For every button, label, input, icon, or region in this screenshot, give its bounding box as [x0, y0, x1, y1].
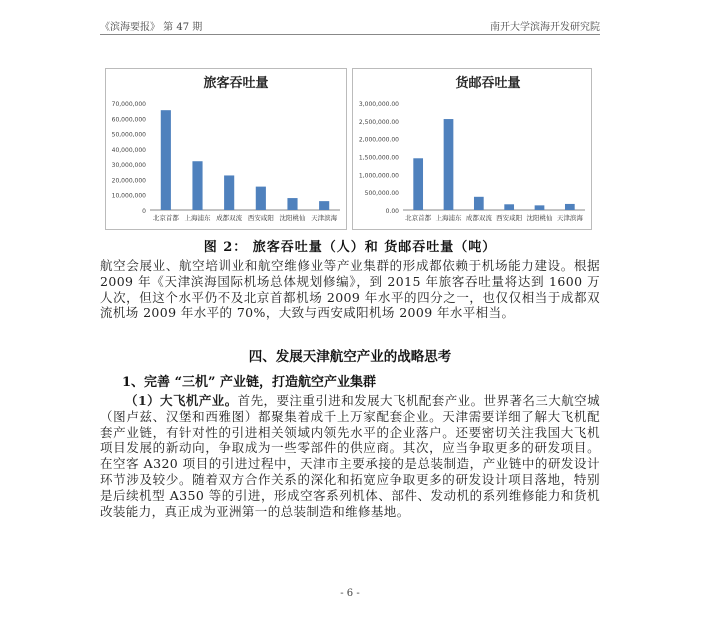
passenger-y-tick-label: 0: [142, 208, 146, 215]
cargo-y-tick-label: 500,000.00: [364, 190, 399, 198]
paragraph-2: [100, 393, 600, 519]
passenger-y-tick-label: 60,000,000: [111, 116, 146, 124]
passenger-y-tick-label: 50,000,000: [111, 131, 146, 139]
cargo-category-label: 天津滨海: [556, 214, 583, 222]
section-title: 四、发展天津航空产业的战略思考: [248, 349, 452, 365]
cargo-chart-svg: [353, 69, 591, 229]
passenger-chart-svg: [106, 69, 346, 229]
passenger-y-tick-label: 30,000,000: [111, 162, 146, 170]
passenger-chart: [105, 68, 347, 230]
cargo-bar: [565, 204, 575, 210]
cargo-category-label: 成都双流: [465, 214, 492, 222]
cargo-y-tick-label: 3,000,000.00: [358, 101, 399, 108]
cargo-chart: [352, 68, 592, 230]
passenger-category-label: 天津滨海: [311, 214, 338, 222]
subsection-title: 1、完善 “三机” 产业链，打造航空产业集群: [122, 375, 377, 390]
passenger-bar: [161, 110, 171, 210]
cargo-category-label: 上海浦东: [435, 214, 462, 222]
passenger-category-label: 上海浦东: [184, 214, 211, 222]
cargo-chart-title: 货邮吞吐量: [455, 76, 521, 91]
passenger-y-tick-label: 10,000,000: [111, 192, 146, 200]
page-header: [100, 18, 600, 35]
passenger-category-label: 西安咸阳: [247, 214, 274, 222]
passenger-y-tick-label: 70,000,000: [111, 101, 146, 108]
paragraph-2-body: 首先，要注重引进和发展大飞机配套产业。世界著名三大航空城（图卢兹、汉堡和西雅图）都聚集着成千上万家配套企业。天津需要详细了解大飞机配套产业链，有针对性的引进相关领域内领先水平的企业落户。还要密切关注我国大飞机项目发展的新动向，争取成为一些零部件的供应商。其次，应当争取更多的研发项目。在空客 A320 项目的引进过程中，天津市主要承接的是总装制造，产业链中的研发设计环节涉及较少。随着双方合作关系的深化和拓宽应争取更多的研发设计项目落地，特别是后续机型 A350 等的引进，形成空客系列机体、部件、发动机的系列维修能力和货机改装能力，真正成为亚洲第一的总装制造和维修基地。: [100, 393, 600, 519]
cargo-y-tick-label: 1,000,000.00: [358, 172, 399, 180]
passenger-bar: [224, 175, 234, 210]
passenger-category-label: 北京首都: [152, 214, 179, 222]
cargo-category-label: 北京首都: [405, 214, 432, 222]
passenger-y-tick-label: 40,000,000: [111, 146, 146, 154]
passenger-category-label: 成都双流: [216, 214, 243, 222]
cargo-y-tick-label: 0.00: [385, 208, 399, 215]
passenger-bar: [287, 198, 297, 210]
page-number: - 6 -: [340, 588, 360, 599]
paragraph-2-lead: （1）大飞机产业。: [125, 393, 238, 408]
header-left: 《滨海要报》 第 47 期: [100, 22, 203, 33]
paragraph-1: 航空会展业、航空培训业和航空维修业等产业集群的形成都依赖于机场能力建设。根据 2009 年《天津滨海国际机场总体规划修编》，到 2015 年旅客吞吐量将达到 1600 万人次，但这个水平仍不及北京首都机场 2009 年水平的四分之一，也仅仅相当于成都双流机场 2009 年水平的 70%，大致与西安咸阳机场 2009 年水平相当。: [100, 258, 600, 321]
passenger-bar: [192, 161, 202, 210]
passenger-bar: [319, 201, 329, 210]
cargo-bar: [535, 205, 545, 210]
cargo-category-label: 沈阳桃仙: [526, 214, 553, 222]
cargo-bar: [444, 119, 454, 210]
passenger-category-label: 沈阳桃仙: [279, 214, 306, 222]
cargo-y-tick-label: 2,000,000.00: [358, 136, 399, 144]
cargo-y-tick-label: 2,500,000.00: [358, 118, 399, 126]
passenger-chart-title: 旅客吞吐量: [203, 76, 269, 91]
cargo-y-tick-label: 1,500,000.00: [358, 154, 399, 162]
cargo-bar: [474, 197, 484, 210]
figure-caption: 图 2： 旅客吞吐量（人）和 货邮吞吐量（吨）: [203, 240, 497, 255]
cargo-bar: [413, 158, 423, 210]
passenger-y-tick-label: 20,000,000: [111, 177, 146, 185]
cargo-category-label: 西安咸阳: [496, 214, 523, 222]
header-right: 南开大学滨海开发研究院: [490, 22, 600, 33]
cargo-bar: [504, 204, 514, 210]
passenger-bar: [256, 187, 266, 210]
